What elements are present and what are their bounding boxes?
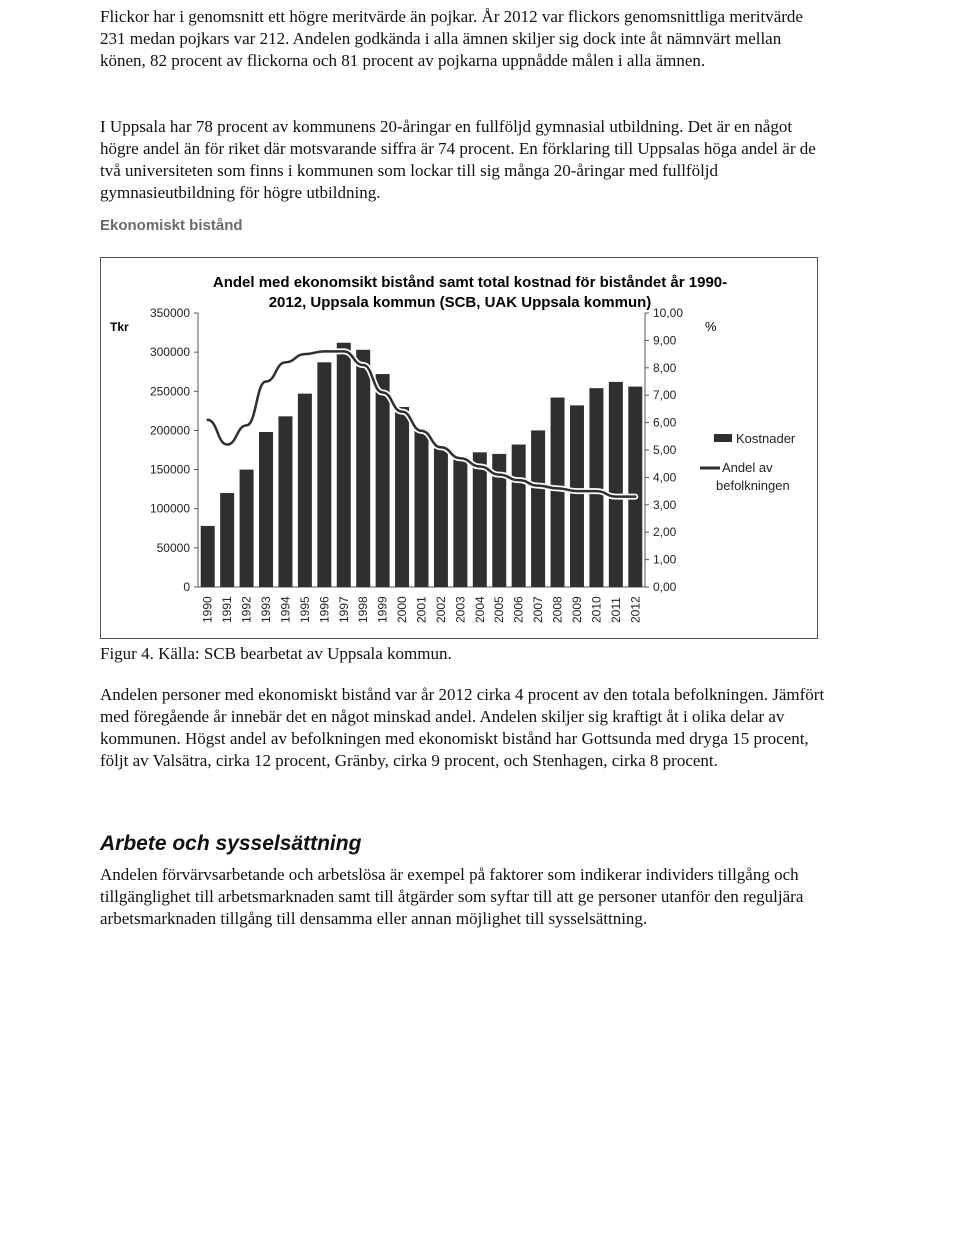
x-tick-label: 2011 xyxy=(608,597,623,623)
x-tick-label: 1999 xyxy=(375,596,390,623)
line-point-2010 xyxy=(595,490,597,492)
bar-kostnader-1990 xyxy=(201,526,215,587)
left-tick-label: 0 xyxy=(183,580,190,594)
x-tick-label: 2012 xyxy=(628,596,643,623)
x-tick-label: 1994 xyxy=(278,596,293,623)
plot-area xyxy=(150,306,796,623)
line-point-2000 xyxy=(401,410,403,412)
line-point-1999 xyxy=(381,391,383,393)
x-tick-label: 2000 xyxy=(395,596,410,623)
bar-kostnader-2002 xyxy=(434,448,448,587)
bar-kostnader-2008 xyxy=(551,398,565,587)
x-tick-label: 1991 xyxy=(220,596,235,623)
chart-title-line-2: 2012, Uppsala kommun (SCB, UAK Uppsala kommun) xyxy=(268,294,652,311)
chart-title-line-1: Andel med ekonomsikt bistånd samt total kostnad för biståndet år 1990- xyxy=(212,274,728,291)
x-tick-label: 2001 xyxy=(414,596,429,623)
x-tick-label: 1993 xyxy=(259,596,274,623)
bar-kostnader-2006 xyxy=(512,445,526,587)
line-point-1996 xyxy=(323,350,325,352)
right-tick-label: 6,00 xyxy=(653,415,677,430)
x-tick-label: 2005 xyxy=(492,596,507,623)
x-tick-label: 2004 xyxy=(472,596,487,623)
x-tick-label: 1992 xyxy=(239,596,254,623)
left-tick-label: 200000 xyxy=(149,423,190,438)
right-tick-label: 8,00 xyxy=(653,360,677,375)
bar-kostnader-1999 xyxy=(376,374,390,587)
line-point-2009 xyxy=(576,490,578,492)
left-tick-label: 350000 xyxy=(149,306,190,320)
bar-kostnader-1992 xyxy=(240,470,254,587)
section-subheading: Ekonomiskt bistånd xyxy=(100,217,243,234)
line-point-1990 xyxy=(207,419,209,421)
bar-kostnader-2012 xyxy=(628,387,642,587)
left-tick-label: 100000 xyxy=(149,501,190,516)
line-point-2004 xyxy=(479,465,481,467)
bar-kostnader-2010 xyxy=(589,388,603,587)
x-tick-label: 2006 xyxy=(511,596,526,623)
line-point-2012 xyxy=(634,495,636,497)
right-tick-label: 5,00 xyxy=(653,443,677,457)
line-point-1995 xyxy=(304,353,306,355)
line-point-1991 xyxy=(226,443,228,445)
x-tick-label: 1997 xyxy=(336,596,351,623)
left-tick-label: 300000 xyxy=(149,345,190,360)
bar-kostnader-2003 xyxy=(453,456,467,587)
bar-kostnader-2007 xyxy=(531,430,545,587)
line-point-1994 xyxy=(284,361,286,363)
x-tick-label: 2008 xyxy=(550,596,565,623)
bar-kostnader-2000 xyxy=(395,407,409,587)
bar-kostnader-1993 xyxy=(259,432,273,587)
section-heading-arbete: Arbete och sysselsättning xyxy=(100,832,362,855)
right-tick-label: 7,00 xyxy=(653,388,677,403)
legend-label-andel-line-2: befolkningen xyxy=(716,478,790,493)
right-tick-label: 4,00 xyxy=(653,470,677,485)
x-tick-label: 1998 xyxy=(356,596,371,623)
left-tick-label: 250000 xyxy=(149,384,190,399)
left-tick-label: 150000 xyxy=(149,462,190,477)
bar-kostnader-2011 xyxy=(609,382,623,587)
legend-label-andel-line-1: Andel av xyxy=(722,460,773,475)
bar-kostnader-2001 xyxy=(415,430,429,587)
right-axis-unit: % xyxy=(705,319,717,334)
x-tick-label: 1995 xyxy=(297,596,312,623)
line-point-1993 xyxy=(265,380,267,382)
bistand-paragraph: Andelen personer med ekonomiskt bistånd var år 2012 cirka 4 procent av den totala befolkningen. Jämfört med föregående år innebär det en något minskad andel. Andelen skiljer sig kraftigt åt i olika delar av kommunen. Högst andel av befolkningen med ekonomiskt bistånd har Gottsunda med dryga 15 procent, följt av Valsätra, cirka 12 procent, Gränby, cirka 9 procent, och Stenhagen, cirka 8 procent. xyxy=(100,685,825,770)
bistand-chart xyxy=(100,257,820,641)
line-point-2005 xyxy=(498,473,500,475)
x-tick-label: 2010 xyxy=(589,596,604,623)
bar-kostnader-1991 xyxy=(220,493,234,587)
x-tick-label: 2007 xyxy=(531,596,546,623)
intro-paragraph: Flickor har i genomsnitt ett högre meritvärde än pojkar. År 2012 var flickors genomsnittliga meritvärde 231 medan pojkars var 212. Andelen godkända i alla ämnen skiljer sig dock inte åt nämnvärt mellan könen, 82 procent av flickorna och 81 procent av pojkarna uppnådde målen i alla ämnen. xyxy=(100,7,803,70)
x-tick-label: 2009 xyxy=(569,596,584,623)
x-tick-label: 1990 xyxy=(200,596,215,623)
line-point-2011 xyxy=(615,495,617,497)
figure-caption: Figur 4. Källa: SCB bearbetat av Uppsala kommun. xyxy=(100,644,452,663)
legend-swatch-kostnader xyxy=(714,434,732,442)
line-point-2001 xyxy=(420,430,422,432)
right-tick-label: 2,00 xyxy=(653,525,677,540)
line-point-1997 xyxy=(343,350,345,352)
right-tick-label: 1,00 xyxy=(653,552,677,567)
arbete-paragraph: Andelen förvärvsarbetande och arbetslösa är exempel på faktorer som indikerar individers tillgång och tillgänglighet till arbetsmarknaden samt till åtgärder som syftar till att ge personer utanför den reguljära arbetsmarknaden tillgång till densamma eller annan möjlighet till sysselsättning. xyxy=(100,865,804,928)
legend-label-kostnader: Kostnader xyxy=(736,431,796,446)
left-axis-unit: Tkr xyxy=(110,320,129,334)
x-tick-label: 2002 xyxy=(433,596,448,623)
right-tick-label: 9,00 xyxy=(653,333,677,348)
line-point-1998 xyxy=(362,364,364,366)
bar-kostnader-1997 xyxy=(337,343,351,587)
x-tick-label: 2003 xyxy=(453,596,468,623)
bar-kostnader-1998 xyxy=(356,350,370,587)
right-tick-label: 0,00 xyxy=(653,580,677,594)
x-tick-label: 1996 xyxy=(317,596,332,623)
line-point-2003 xyxy=(459,457,461,459)
line-point-2006 xyxy=(517,479,519,481)
line-point-1992 xyxy=(245,424,247,426)
uppsala-paragraph: I Uppsala har 78 procent av kommunens 20-åringar en fullföljd gymnasial utbildning. Det är en något högre andel än för riket där motsvarande siffra är 74 procent. En förklaring till Uppsalas höga andel är de två universiteten som finns i kommunen som lockar till sig många 20-åringar med fullföljd gymnasieutbildning för högre utbildning. xyxy=(100,117,816,202)
right-tick-label: 3,00 xyxy=(653,497,677,512)
bar-kostnader-2004 xyxy=(473,452,487,587)
bar-kostnader-1994 xyxy=(278,416,292,587)
line-point-2008 xyxy=(556,487,558,489)
bar-kostnader-1996 xyxy=(317,362,331,587)
bar-kostnader-1995 xyxy=(298,394,312,587)
line-point-2002 xyxy=(440,446,442,448)
right-tick-label: 10,00 xyxy=(653,306,684,320)
bar-kostnader-2009 xyxy=(570,405,584,587)
line-point-2007 xyxy=(537,484,539,486)
left-tick-label: 50000 xyxy=(156,540,190,555)
